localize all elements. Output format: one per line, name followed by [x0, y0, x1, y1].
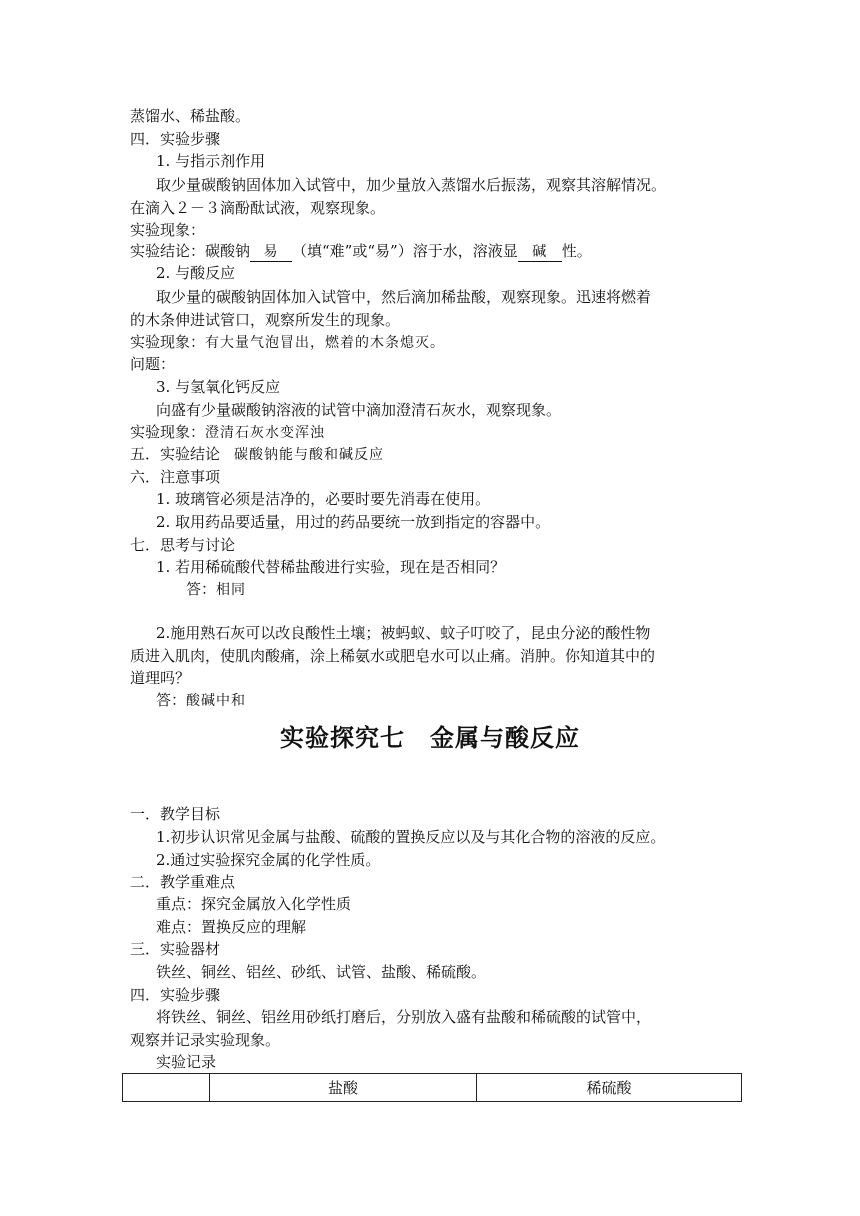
goals-heading: 一．教学目标 [130, 805, 221, 823]
steps-heading: 四．实验步骤 [130, 986, 221, 1004]
phenomenon-answer: 澄清石灰水变浑浊 [205, 425, 326, 441]
step2-title: 2. 与酸反应 [156, 264, 236, 282]
steps-line2: 观察并记录实验现象。 [130, 1031, 281, 1049]
question-label: 问题： [130, 355, 176, 373]
equipment-heading: 三．实验器材 [130, 940, 221, 958]
step1-title: 1. 与指示剂作用 [156, 152, 266, 170]
equipment-list: 铁丝、铜丝、铝丝、砂纸、试管、盐酸、稀硫酸。 [156, 963, 487, 981]
answer-text: 相同 [216, 582, 247, 598]
step1-phenomenon-label: 实验现象： [130, 221, 206, 239]
goal-item: 2.通过实验探究金属的化学性质。 [156, 851, 381, 869]
discussion-heading: 七．思考与讨论 [130, 536, 236, 554]
answer-label: 答： [156, 691, 187, 709]
phenomenon-label: 实验现象： [130, 423, 206, 441]
steps-heading: 四．实验步骤 [130, 130, 221, 148]
phenomenon-answer: 有大量气泡冒出，燃着的木条熄灭。 [205, 335, 446, 351]
key-heading: 二．教学重难点 [130, 873, 236, 891]
phenomenon-label: 实验现象： [130, 333, 206, 351]
discussion-q2-line3: 道理吗？ [130, 669, 191, 687]
conclusion-mid: （填“难”或“易”）溶于水，溶液显 [292, 242, 518, 260]
step2-desc-line2: 的木条伸进试管口，观察所发生的现象。 [130, 311, 401, 329]
conclusion-prefix: 实验结论：碳酸钠 [130, 242, 251, 260]
discussion-a1 [186, 578, 246, 601]
answer-text: 酸碱中和 [186, 693, 247, 709]
key-point: 重点：探究金属放入化学性质 [156, 895, 352, 913]
materials-tail: 蒸馏水、稀盐酸。 [130, 107, 251, 125]
step3-desc: 向盛有少量碳酸钠溶液的试管中滴加澄清石灰水，观察现象。 [156, 401, 562, 419]
step1-desc-line1: 取少量碳酸钠固体加入试管中，加少量放入蒸馏水后振荡，观察其溶解情况。 [156, 176, 667, 194]
step2-phenomenon [130, 331, 445, 354]
notes-heading: 六．注意事项 [130, 468, 221, 486]
conclusion-line [130, 443, 384, 466]
difficult-point: 难点：置换反应的理解 [156, 918, 307, 936]
step3-title: 3. 与氢氧化钙反应 [156, 378, 281, 396]
step3-phenomenon [130, 421, 325, 444]
step2-desc-line1: 取少量的碳酸钠固体加入试管中，然后滴加稀盐酸，观察现象。迅速将燃着 [156, 288, 652, 306]
table-header-row [123, 1074, 742, 1102]
discussion-q1: 1. 若用稀硫酸代替稀盐酸进行实验，现在是否相同？ [156, 558, 506, 576]
conclusion-answer: 碳酸钠能与酸和碱反应 [234, 447, 385, 463]
section-title: 实验探究七 金属与酸反应 [280, 724, 580, 752]
answer-blank-1: 易 [250, 243, 292, 262]
record-label: 实验记录 [156, 1053, 217, 1071]
step1-desc-line2: 在滴入２－３滴酚酞试液，观察现象。 [130, 199, 386, 217]
conclusion-suffix: 性。 [561, 242, 592, 260]
discussion-q2-line1: 2.施用熟石灰可以改良酸性土壤；被蚂蚁、蚊子叮咬了，昆虫分泌的酸性物 [156, 624, 651, 642]
record-table [122, 1073, 742, 1102]
note-item: 1. 玻璃管必须是洁净的，必要时要先消毒在使用。 [156, 490, 491, 508]
steps-line1: 将铁丝、铜丝、铝丝用砂纸打磨后，分别放入盛有盐酸和稀硫酸的试管中， [156, 1008, 652, 1026]
note-item: 2. 取用药品要适量，用过的药品要统一放到指定的容器中。 [156, 513, 551, 531]
answer-label: 答： [186, 580, 217, 598]
table-header-cell [123, 1074, 210, 1102]
discussion-q2-line2: 质进入肌肉，使肌肉酸痛，涂上稀氨水或肥皂水可以止痛。消肿。你知道其中的 [130, 647, 656, 665]
table-header-cell: 盐酸 [210, 1074, 477, 1102]
step1-conclusion [130, 240, 592, 262]
answer-blank-2: 碱 [518, 243, 562, 262]
discussion-a2 [156, 689, 246, 712]
goal-item: 1.初步认识常见金属与盐酸、硫酸的置换反应以及与其化合物的溶液的反应。 [156, 828, 666, 846]
conclusion-heading: 五．实验结论 [130, 445, 221, 463]
table-header-cell: 稀硫酸 [477, 1074, 742, 1102]
